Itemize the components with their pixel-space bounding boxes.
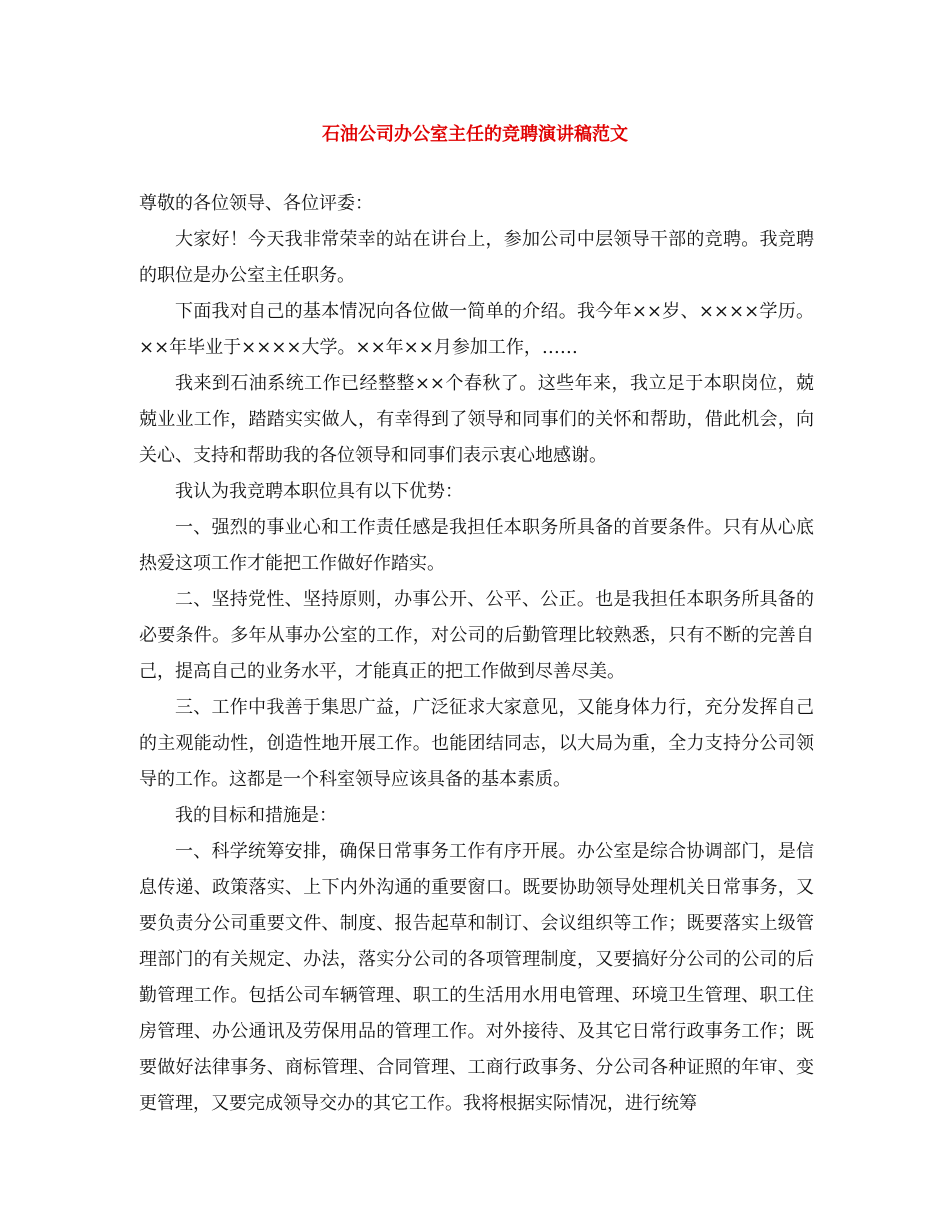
body-paragraph: 一、强烈的事业心和工作责任感是我担任本职务所具备的首要条件。只有从心底热爱这项工作才能把工作做好作踏实。 (139, 517, 814, 574)
body-paragraph: 我认为我竞聘本职位具有以下优势： (175, 481, 463, 502)
body-paragraph: 三、工作中我善于集思广益，广泛征求大家意见，又能身体力行，充分发挥自己的主观能动性，创造性地开展工作。也能团结同志，以大局为重，全力支持分公司领导的工作。这都是一个科室领导应该具备的基本素质。 (139, 697, 814, 790)
body-paragraph: 我的目标和措施是： (175, 805, 337, 826)
document-body (139, 186, 814, 1122)
body-paragraph: 一、科学统筹安排，确保日常事务工作有序开展。办公室是综合协调部门，是信息传递、政策落实、上下内外沟通的重要窗口。既要协助领导处理机关日常事务，又要负责分公司重要文件、制度、报告起草和制订、会议组织等工作；既要落实上级管理部门的有关规定、办法，落实分公司的各项管理制度，又要搞好分公司的公司的后勤管理工作。包括公司车辆管理、职工的生活用水用电管理、环境卫生管理、职工住房管理、办公通讯及劳保用品的管理工作。对外接待、及其它日常行政事务工作；既要做好法律事务、商标管理、合同管理、工商行政事务、分公司各种证照的年审、变更管理，又要完成领导交办的其它工作。我将根据实际情况，进行统筹 (139, 841, 814, 1114)
body-paragraph: 大家好！今天我非常荣幸的站在讲台上，参加公司中层领导干部的竞聘。我竞聘的职位是办公室主任职务。 (139, 229, 814, 286)
body-paragraph: 下面我对自己的基本情况向各位做一简单的介绍。我今年××岁、××××学历。××年毕业于××××大学。××年××月参加工作，…… (139, 301, 814, 358)
body-paragraph: 二、坚持党性、坚持原则，办事公开、公平、公正。也是我担任本职务所具备的必要条件。多年从事办公室的工作，对公司的后勤管理比较熟悉，只有不断的完善自己，提高自己的业务水平，才能真正的把工作做到尽善尽美。 (139, 589, 814, 682)
body-paragraph: 我来到石油系统工作已经整整××个春秋了。这些年来，我立足于本职岗位，兢兢业业工作，踏踏实实做人，有幸得到了领导和同事们的关怀和帮助，借此机会，向关心、支持和帮助我的各位领导和同事们表示衷心地感谢。 (139, 373, 814, 466)
document-title: 石油公司办公室主任的竞聘演讲稿范文 (322, 124, 628, 145)
salutation-paragraph: 尊敬的各位领导、各位评委： (139, 193, 373, 214)
